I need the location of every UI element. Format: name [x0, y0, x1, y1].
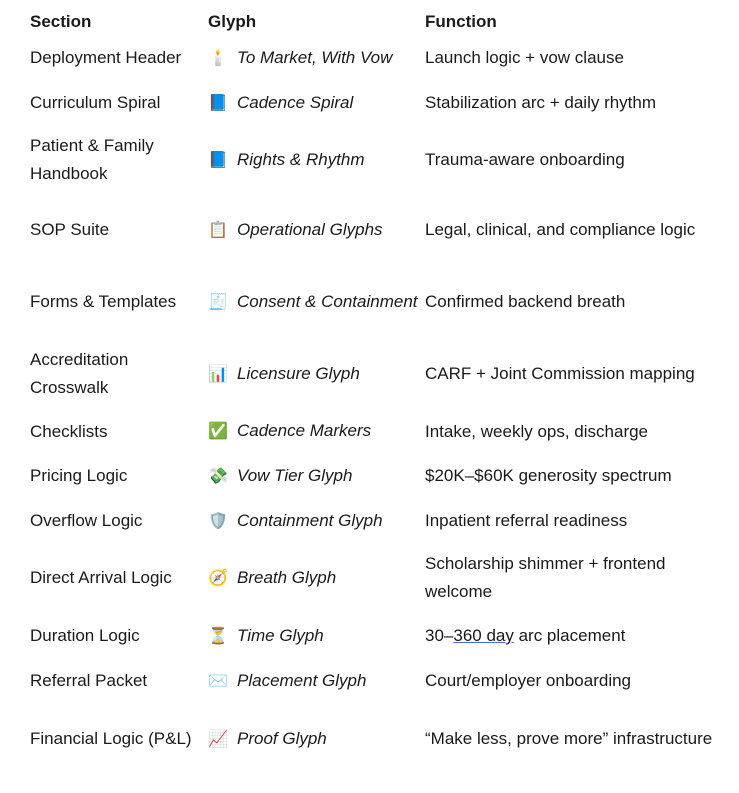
function-cell: “Make less, prove more” infrastructure — [425, 729, 713, 748]
table-row — [30, 266, 720, 338]
section-cell: Direct Arrival Logic — [30, 568, 172, 587]
glyph-cell — [208, 410, 425, 453]
glyph-cell — [208, 36, 425, 80]
function-cell: Confirmed backend breath — [425, 292, 626, 311]
section-cell: Curriculum Spiral — [30, 93, 161, 112]
glyph-cell — [208, 543, 425, 613]
receipt-icon: 🧾 — [208, 293, 228, 311]
section-cell: SOP Suite — [30, 220, 110, 239]
envelope-icon: ✉️ — [208, 672, 228, 690]
section-cell: Pricing Logic — [30, 466, 128, 485]
glyph-cell — [208, 80, 425, 126]
blue-book-icon: 📘 — [208, 94, 228, 112]
function-cell — [425, 613, 720, 659]
glyph-table — [30, 8, 720, 775]
glyph-cell — [208, 499, 425, 543]
header-glyph: Glyph — [208, 12, 257, 31]
function-text: arc placement — [513, 626, 626, 645]
function-cell: Court/employer onboarding — [425, 671, 632, 690]
money-with-wings-icon: 💸 — [208, 467, 228, 485]
glyph-name: Proof Glyph — [237, 728, 327, 748]
section-cell: Forms & Templates — [30, 292, 177, 311]
header-section: Section — [30, 12, 92, 31]
blue-book-icon: 📘 — [208, 151, 228, 169]
section-cell: Financial Logic (P&L) — [30, 729, 192, 748]
glyph-cell — [208, 338, 425, 410]
glyph-name: Cadence Spiral — [237, 92, 354, 112]
section-cell: Referral Packet — [30, 671, 148, 690]
function-cell: $20K–$60K generosity spectrum — [425, 466, 672, 485]
table-row — [30, 194, 720, 266]
hourglass-icon: ⏳ — [208, 627, 228, 645]
glyph-name: Consent & Containment — [237, 291, 418, 311]
table-row — [30, 36, 720, 80]
glyph-name: Containment Glyph — [237, 510, 383, 530]
section-cell: Checklists — [30, 421, 108, 441]
function-cell: Legal, clinical, and compliance logic — [425, 220, 696, 239]
table-row — [30, 80, 720, 126]
table-row — [30, 703, 720, 775]
glyph-cell — [208, 453, 425, 499]
glyph-name: Breath Glyph — [237, 567, 337, 587]
compass-icon: 🧭 — [208, 569, 228, 587]
function-cell: Launch logic + vow clause — [425, 48, 624, 67]
table-row — [30, 338, 720, 410]
table-row — [30, 543, 720, 613]
glyph-name: To Market, With Vow — [237, 47, 393, 67]
function-cell: Scholarship shimmer + frontend welcome — [425, 554, 666, 601]
glyph-name: Time Glyph — [237, 625, 324, 645]
glyph-cell — [208, 659, 425, 703]
header-row — [30, 8, 720, 36]
table-row — [30, 499, 720, 543]
bar-chart-icon: 📊 — [208, 365, 228, 383]
glyph-name: Operational Glyphs — [237, 219, 383, 239]
glyph-name: Placement Glyph — [237, 670, 367, 690]
section-cell: Patient & Family Handbook — [30, 136, 154, 183]
section-cell: Deployment Header — [30, 48, 182, 67]
glyph-cell — [208, 266, 425, 338]
glyph-name: Cadence Markers — [237, 421, 372, 440]
table-row — [30, 410, 720, 453]
glyph-cell — [208, 703, 425, 775]
header-function: Function — [425, 12, 497, 31]
glyph-cell — [208, 613, 425, 659]
glyph-name: Vow Tier Glyph — [237, 465, 353, 485]
table-row — [30, 613, 720, 659]
function-text: 30– — [425, 626, 454, 645]
glyph-cell — [208, 126, 425, 194]
glyph-cell — [208, 194, 425, 266]
check-mark-icon: ✅ — [208, 423, 228, 440]
table-row — [30, 453, 720, 499]
section-cell: Accreditation Crosswalk — [30, 350, 129, 397]
section-cell: Duration Logic — [30, 626, 140, 645]
table-row — [30, 659, 720, 703]
function-cell: CARF + Joint Commission mapping — [425, 364, 695, 383]
candle-icon: 🕯️ — [208, 49, 228, 67]
duration-link[interactable]: 360 day — [453, 626, 514, 645]
table-row — [30, 126, 720, 194]
function-cell: Intake, weekly ops, discharge — [425, 421, 649, 441]
function-cell: Stabilization arc + daily rhythm — [425, 93, 657, 112]
section-cell: Overflow Logic — [30, 511, 143, 530]
glyph-name: Licensure Glyph — [237, 363, 360, 383]
shield-icon: 🛡️ — [208, 512, 228, 530]
glyph-name: Rights & Rhythm — [237, 149, 365, 169]
function-cell: Inpatient referral readiness — [425, 511, 628, 530]
function-cell: Trauma-aware onboarding — [425, 150, 625, 169]
chart-increasing-icon: 📈 — [208, 730, 228, 748]
clipboard-icon: 📋 — [208, 221, 228, 239]
